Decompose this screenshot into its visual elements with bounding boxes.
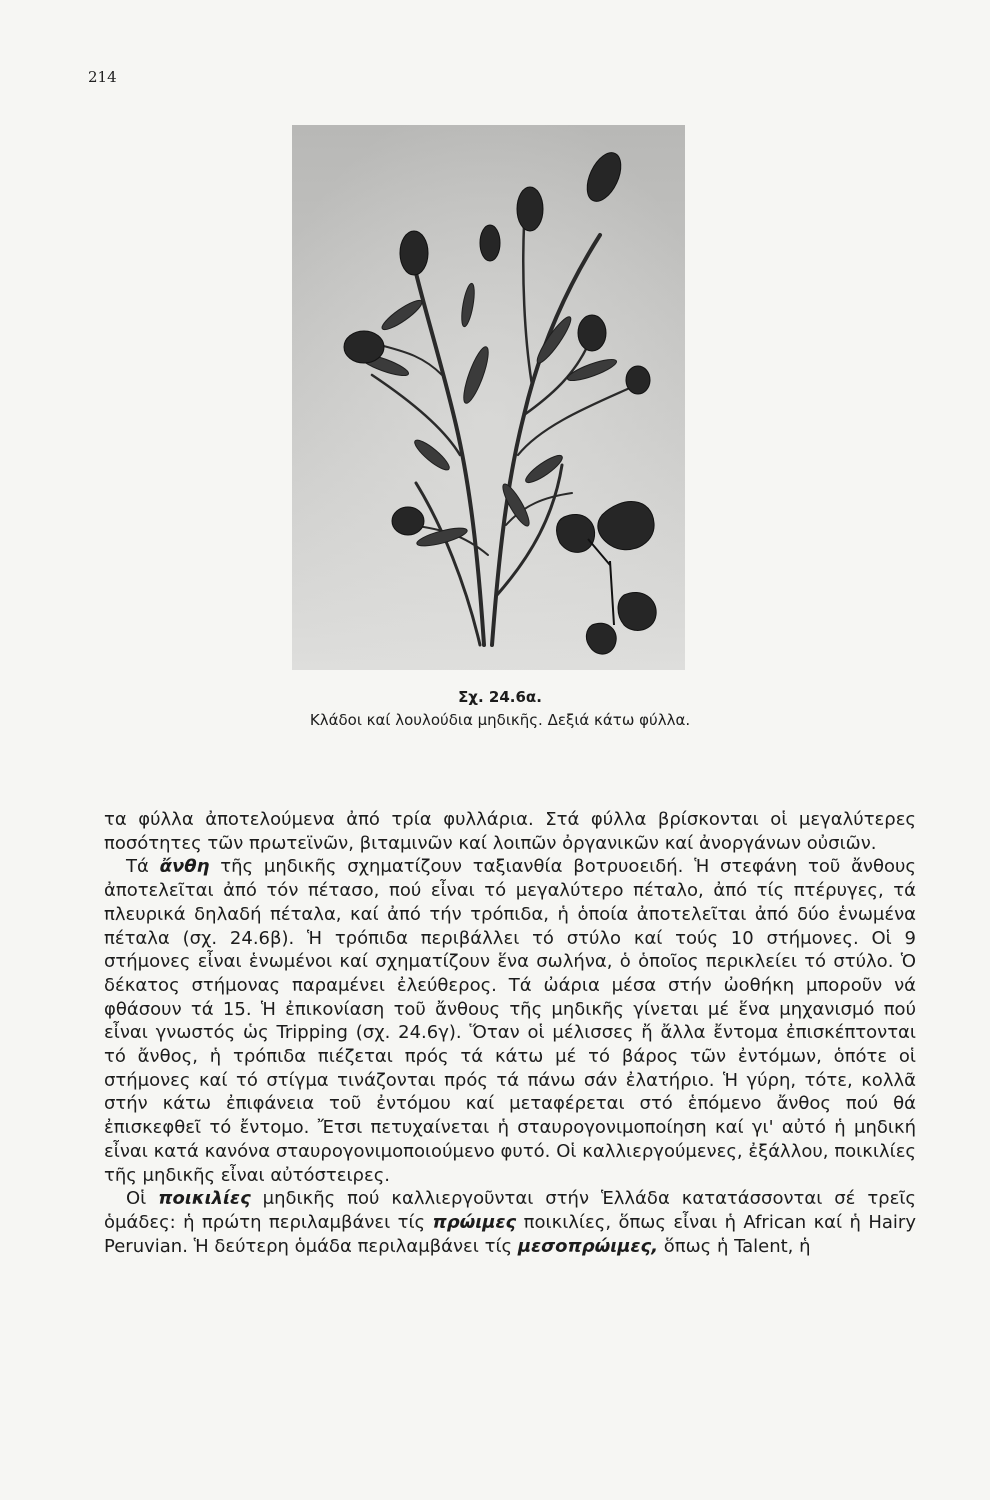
- text-segment: Τά: [126, 856, 160, 878]
- figure-label: Σχ. 24.6α.: [458, 688, 542, 706]
- paragraph-varieties: [104, 1187, 916, 1258]
- paragraph-flowers: [104, 855, 916, 1187]
- text-segment: ὅπως ἡ Talent, ἡ: [658, 1235, 811, 1257]
- page-number: 214: [88, 68, 117, 86]
- paragraph-leaves: τα φύλλα ἀποτελούμενα ἀπό τρία φυλλάρια. Στά φύλλα βρίσκονται οἱ μεγαλύτερες ποσότητες τῶν πρωτεϊνῶν, βιταμινῶν καί λοιπῶν ὀργανικῶν καί ἀνοργάνων οὐσιῶν.: [104, 809, 916, 854]
- text-segment: Οἱ: [126, 1188, 159, 1210]
- body-text: [104, 808, 916, 1258]
- text-segment: τῆς μηδικῆς σχηματίζουν ταξιανθία βοτρυοειδή. Ἡ στεφάνη τοῦ ἄνθους ἀποτελεῖται ἀπό τόν πέτασο, πού εἶναι τό μεγαλύτερο πέταλο, ἀπό τίς πτέρυγες, τά πλευρικά δηλαδή πέταλα, καί ἀπό τήν τρόπιδα, ἡ ὁποία ἀποτελεῖται ἀπό δύο ἑνωμένα πέταλα (σχ. 24.6β). Ἡ τρόπιδα περιβάλλει τό στύλο καί τούς 10 στήμονες. Οἱ 9 στήμονες εἶναι ἑνωμένοι καί σχηματίζουν ἕνα σωλήνα, ὁ ὁποῖος περικλείει τό στύλο. Ὁ δέκατος στήμονας παραμένει ἐλεύθερος. Τά ὠάρια μέσα στήν ὠοθήκη μποροῦν νά φθάσουν τά 15. Ἡ ἐπικονίαση τοῦ ἄνθους τῆς μηδικῆς γίνεται μέ ἕνα μηχανισμό πού εἶναι γνωστός ὡς Tripping (σχ. 24.6γ). Ὅταν οἱ μέλισσες ἤ ἄλλα ἔντομα ἐπισκέπτονται τό ἄνθος, ἡ τρόπιδα πιέζεται πρός τά κάτω μέ τό βάρος τῶν ἐντόμων, ὁπότε οἱ στήμονες καί τό στίγμα τινάζονται πρός τά πάνω σάν ἐλατήριο. Ἡ γύρη, τότε, κολλᾶ στήν κάτω ἐπιφάνεια τοῦ ἐντόμου καί μεταφέρεται στό ἑπόμενο ἄνθος πού θά ἐπισκεφθεῖ τό ἔντομο. Ἔτσι πετυχαίνεται ἡ σταυρογονιμοποίηση καί γι' αὐτό ἡ μηδική εἶναι κατά κανόνα σταυρογονιμοποιούμενο φυτό. Οἱ καλλιεργούμενες, ἐξάλλου, ποικιλίες τῆς μηδικῆς εἶναι αὐτόστειρες.: [104, 856, 916, 1186]
- figure-caption: Κλάδοι καί λουλούδια μηδικῆς. Δεξιά κάτω φύλλα.: [309, 711, 691, 729]
- term-varieties: ποικιλίες: [158, 1188, 251, 1210]
- term-midearly: μεσοπρώιμες,: [517, 1235, 659, 1257]
- figure-photo: [292, 125, 685, 670]
- term-flowers: ἄνθη: [159, 856, 210, 878]
- text-segment: μηδικῆς πού καλλιεργοῦνται στήν Ἑλλάδα κατατάσσονται σέ τρεῖς ὁμάδες: ἡ πρώτη περιλαμβάνει τίς: [104, 1188, 916, 1233]
- text-segment: ποικιλίες, ὅπως εἶναι ἡ African καί ἡ Hairy Peruvian. Ἡ δεύτερη ὁμάδα περιλαμβάνει τίς: [104, 1211, 916, 1257]
- term-early: πρώιμες: [432, 1211, 517, 1233]
